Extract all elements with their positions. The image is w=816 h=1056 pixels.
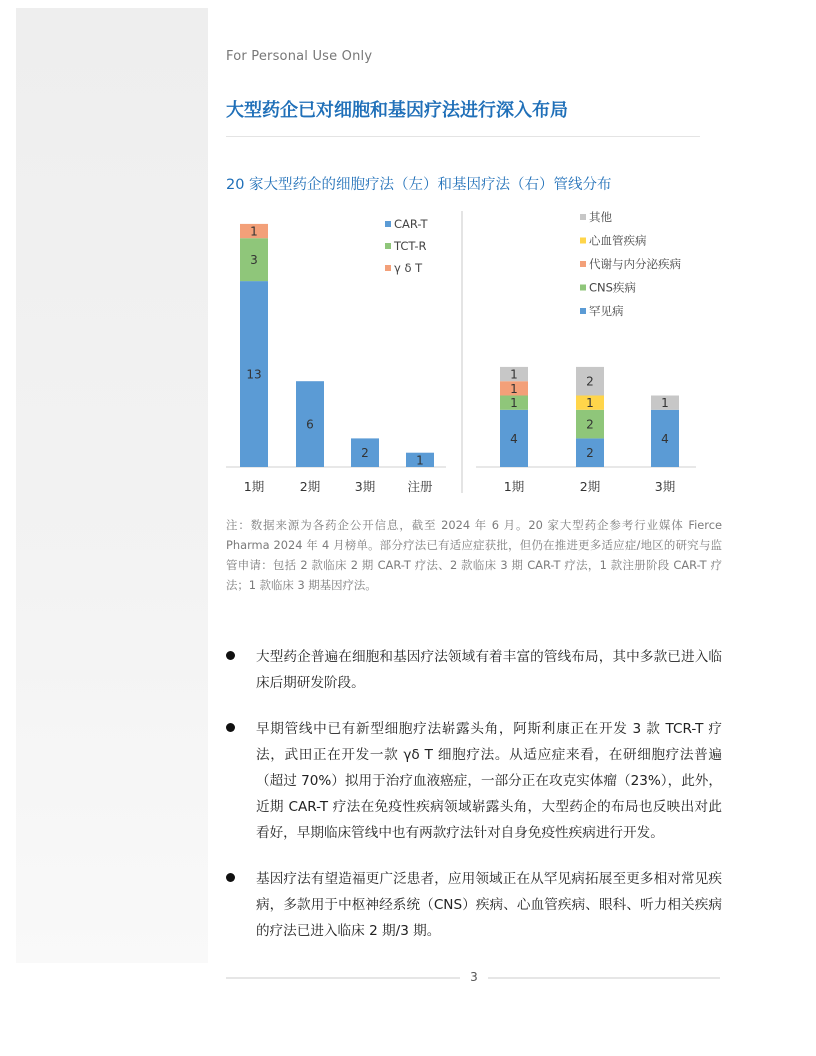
gene-legend-swatch (580, 214, 586, 220)
cell-tick-label: 3期 (354, 479, 376, 494)
gene-data-label: 1 (510, 396, 518, 411)
cell-data-label: 3 (250, 253, 258, 268)
cell-legend-swatch (385, 243, 391, 249)
bullet-item (226, 644, 722, 696)
gene-data-label: 1 (510, 381, 518, 396)
cell-tick-label: 注册 (407, 479, 433, 494)
gene-data-label: 1 (661, 396, 669, 411)
page-number: 3 (470, 970, 478, 984)
gene-legend-swatch (580, 308, 586, 314)
gene-legend-label: 代谢与内分泌疾病 (589, 257, 681, 271)
bullet-dot (226, 651, 235, 660)
gene-legend-label: 罕见病 (589, 304, 624, 318)
gene-data-label: 2 (586, 446, 594, 461)
page-title: 大型药企已对细胞和基因疗法进行深入布局 (226, 100, 568, 121)
gene-legend-swatch (580, 261, 586, 267)
cell-data-label: 6 (306, 417, 314, 432)
footer-rule-right (488, 977, 720, 979)
gene-data-label: 4 (661, 431, 669, 446)
cell-legend-swatch (385, 221, 391, 227)
bullet-text: 大型药企普遍在细胞和基因疗法领域有着丰富的管线布局，其中多款已进入临床后期研发阶段。 (256, 649, 722, 691)
cell-legend-label: γ δ T (394, 261, 423, 275)
cell-tick-label: 2期 (299, 479, 321, 494)
gene-data-label: 2 (586, 417, 594, 432)
cell-legend-label: CAR-T (394, 217, 428, 231)
gene-tick-label: 1期 (503, 479, 525, 494)
gene-legend-swatch (580, 285, 586, 291)
gene-legend-label: CNS疾病 (589, 280, 636, 295)
cell-data-label: 1 (416, 453, 424, 468)
gene-legend-swatch (580, 238, 586, 244)
cell-data-label: 1 (250, 224, 258, 239)
gene-tick-label: 3期 (654, 479, 676, 494)
cell-data-label: 2 (361, 446, 369, 461)
footer-rule-left (226, 977, 460, 979)
gene-data-label: 4 (510, 431, 518, 446)
gene-data-label: 1 (510, 367, 518, 382)
gene-data-label: 1 (586, 396, 594, 411)
bullet-dot (226, 873, 235, 882)
bullet-text: 基因疗法有望造福更广泛患者，应用领域正在从罕见病拓展至更多相对常见疾病，多款用于中枢神经系统（CNS）疾病、心血管疾病、眼科、听力相关疾病的疗法已进入临床 2 期/3 期。 (256, 871, 722, 939)
gene-tick-label: 2期 (579, 479, 601, 494)
cell-legend-label: TCT-R (394, 239, 427, 253)
bullet-item (226, 716, 722, 846)
cell-data-label: 13 (246, 367, 262, 382)
cell-legend-swatch (385, 265, 391, 271)
bullet-dot (226, 723, 235, 732)
figure-note: 注：数据来源为各药企公开信息，截至 2024 年 6 月。20 家大型药企参考行业媒体 Fierce Pharma 2024 年 4 月榜单。部分疗法已有适应症获批，但仍在推进更多适应症/地区的研究与监管申请：包括 2 款临床 2 期 CAR-T 疗法、2 款临床 3 期 CAR-T 疗法，1 款注册阶段 CAR-T 疗法；1 款临床 3 期基因疗法。 (226, 518, 722, 592)
bullet-list (226, 644, 722, 964)
title-divider (226, 136, 700, 137)
side-decoration (16, 8, 208, 963)
figure-title: 20 家大型药企的细胞疗法（左）和基因疗法（右）管线分布 (226, 177, 612, 193)
header-note: For Personal Use Only (226, 49, 373, 64)
bullet-item (226, 866, 722, 944)
gene-legend-label: 心血管疾病 (589, 233, 647, 248)
bullet-text: 早期管线中已有新型细胞疗法崭露头角，阿斯利康正在开发 3 款 TCR-T 疗法，武田正在开发一款 γδ T 细胞疗法。从适应症来看，在研细胞疗法普遍（超过 70%）拟用于治疗血液癌症，一部分正在攻克实体瘤（23%），此外，近期 CAR-T 疗法在免疫性疾病领域崭露头角，大型药企的布局也反映出对此看好，早期临床管线中也有两款疗法针对自身免疫性疾病进行开发。 (256, 721, 722, 841)
gene-data-label: 2 (586, 374, 594, 389)
gene-legend-label: 其他 (589, 210, 612, 224)
cell-tick-label: 1期 (243, 479, 265, 494)
pipeline-charts (218, 205, 718, 500)
